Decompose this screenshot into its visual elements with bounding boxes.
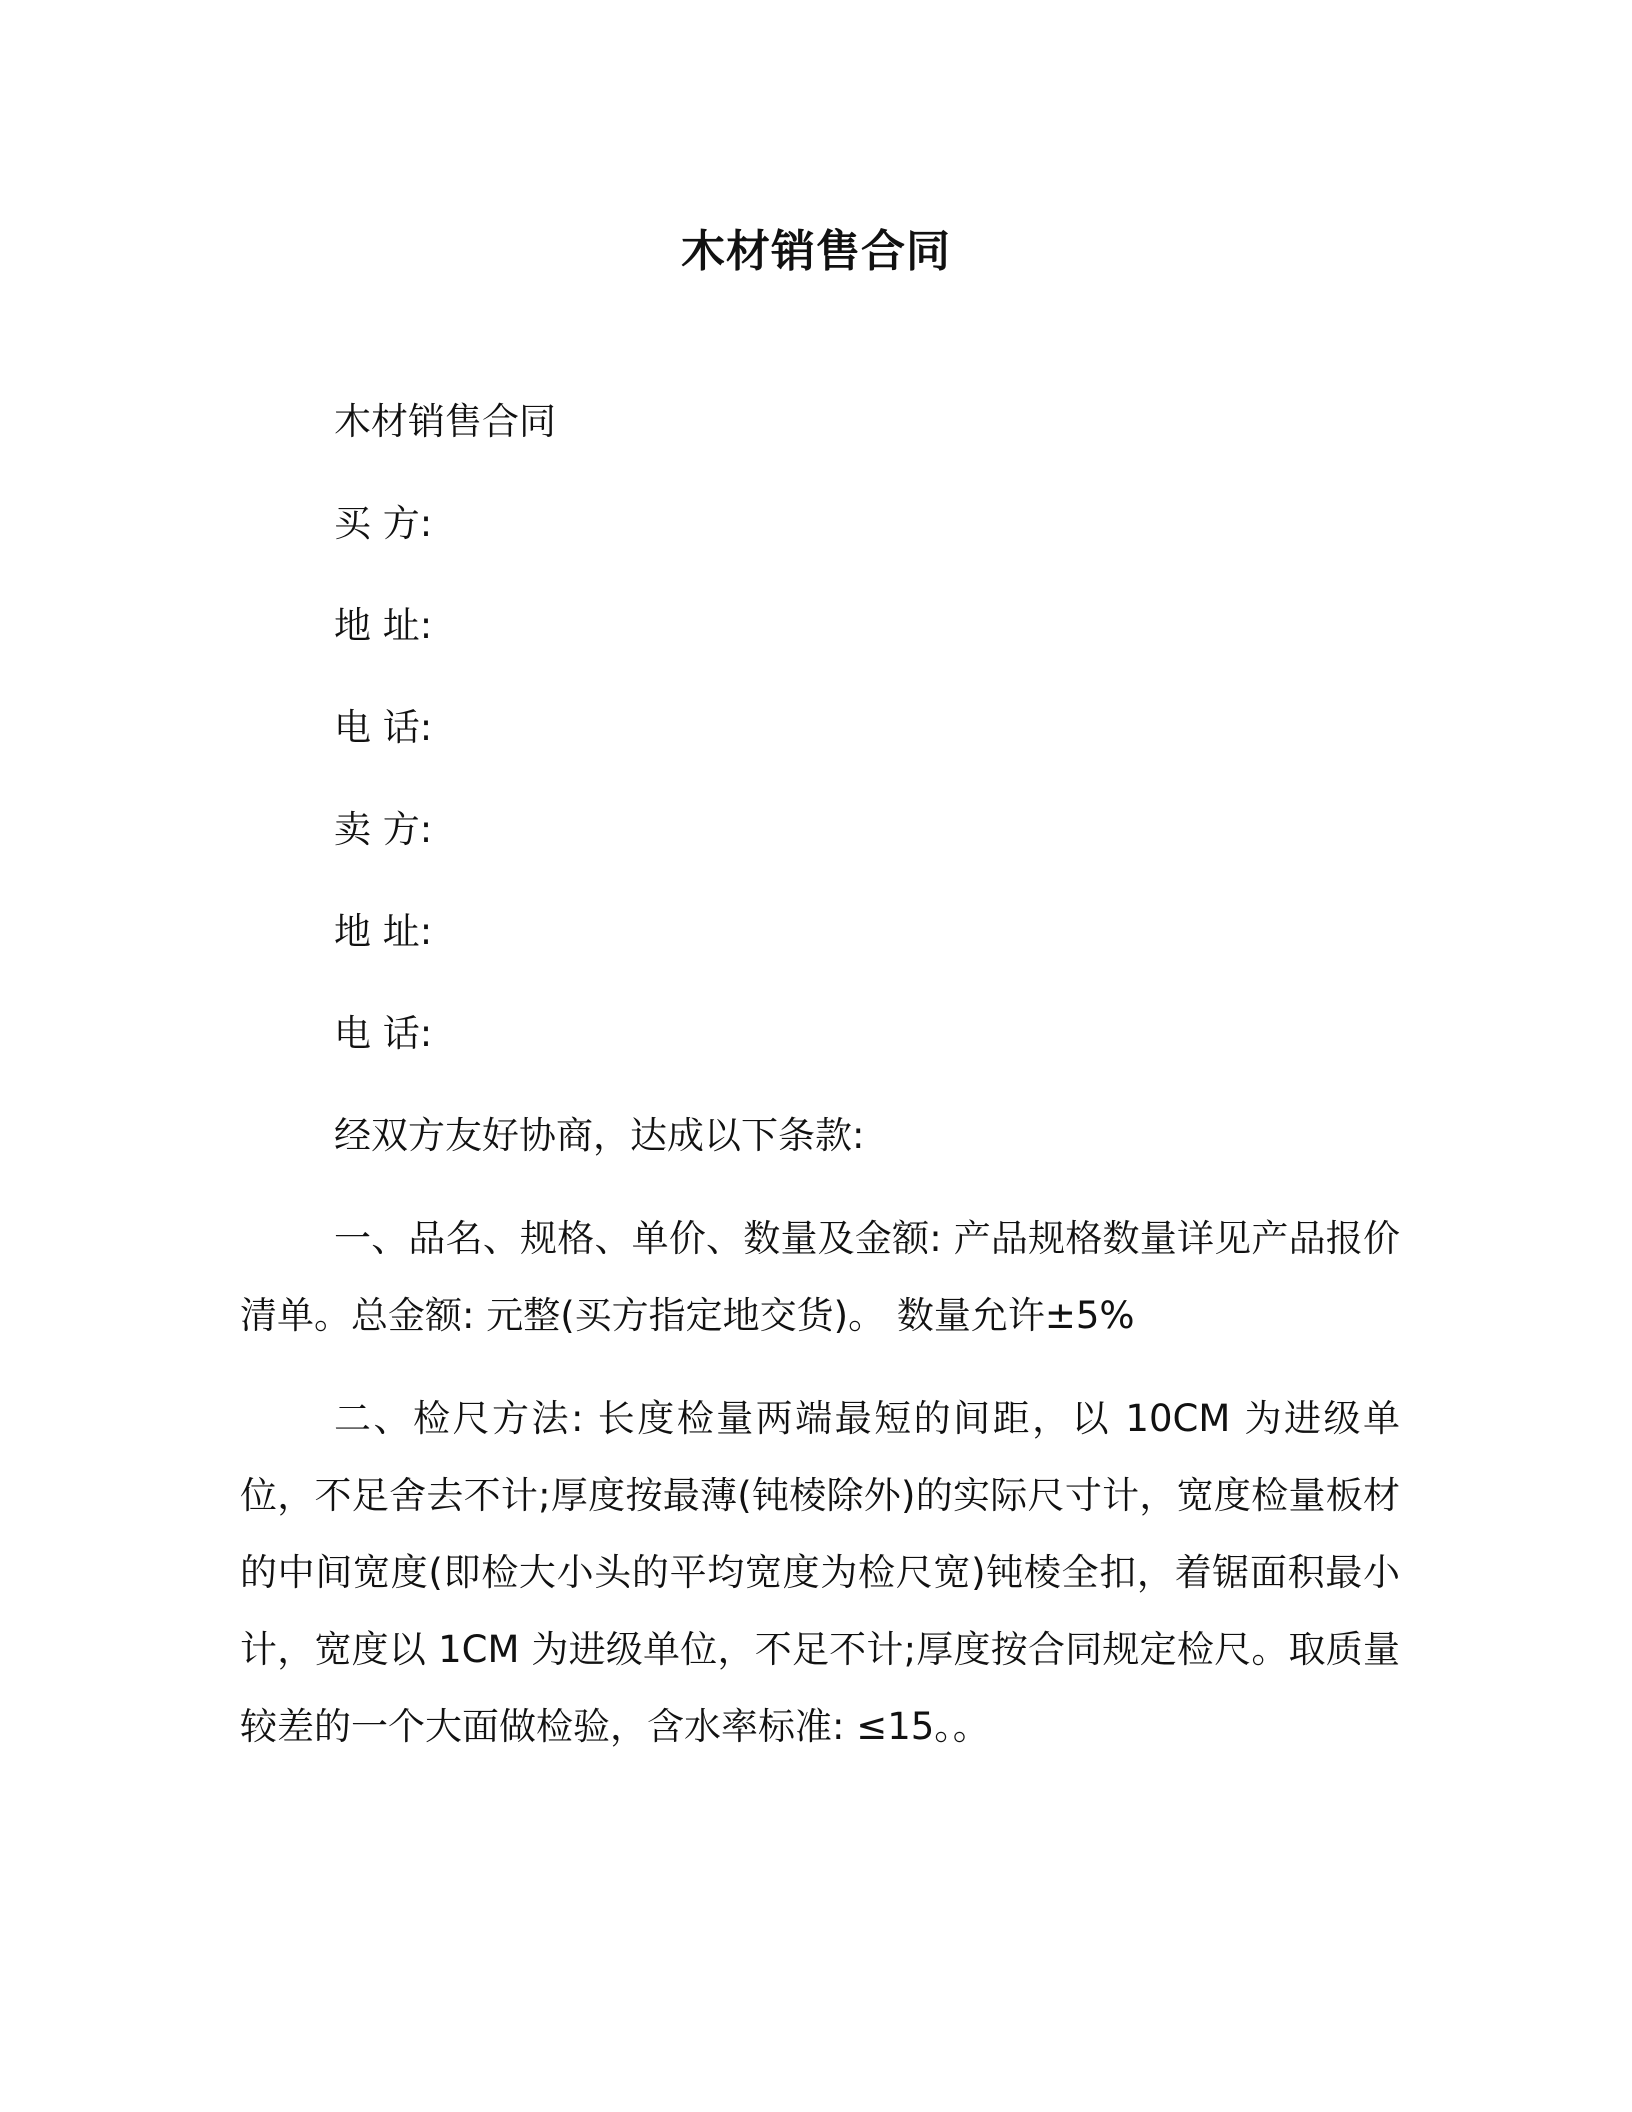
intro-text: 经双方友好协商，达成以下条款: <box>334 1114 865 1157</box>
seller-address-label: 地 址: <box>334 910 433 953</box>
seller-label: 卖 方: <box>334 808 433 851</box>
clause-2: 二、检尺方法: 长度检量两端最短的间距，以 10CM 为进级单位，不足舍去不计;厚度按最薄(钝棱除外)的实际尺寸计，宽度检量板材的中间宽度(即检大小头的平均宽度为检尺宽)钝棱全扣，着锯面积最小计，宽度以 1CM 为进级单位，不足不计;厚度按合同规定检尺。取质量较差的一个大面做检验，含水率标准: ≤15。。 <box>240 1397 1400 1748</box>
buyer-phone-label: 电 话: <box>334 706 433 749</box>
clause-1: 一、品名、规格、单价、数量及金额: 产品规格数量详见产品报价清单。总金额: 元整(买方指定地交货)。 数量允许±5% <box>240 1217 1400 1337</box>
buyer-address-label: 地 址: <box>334 604 433 647</box>
seller-phone-label: 电 话: <box>334 1012 433 1055</box>
buyer-label: 买 方: <box>334 502 433 545</box>
document-subtitle: 木材销售合同 <box>334 400 556 443</box>
document-title: 木材销售合同 <box>681 226 951 277</box>
